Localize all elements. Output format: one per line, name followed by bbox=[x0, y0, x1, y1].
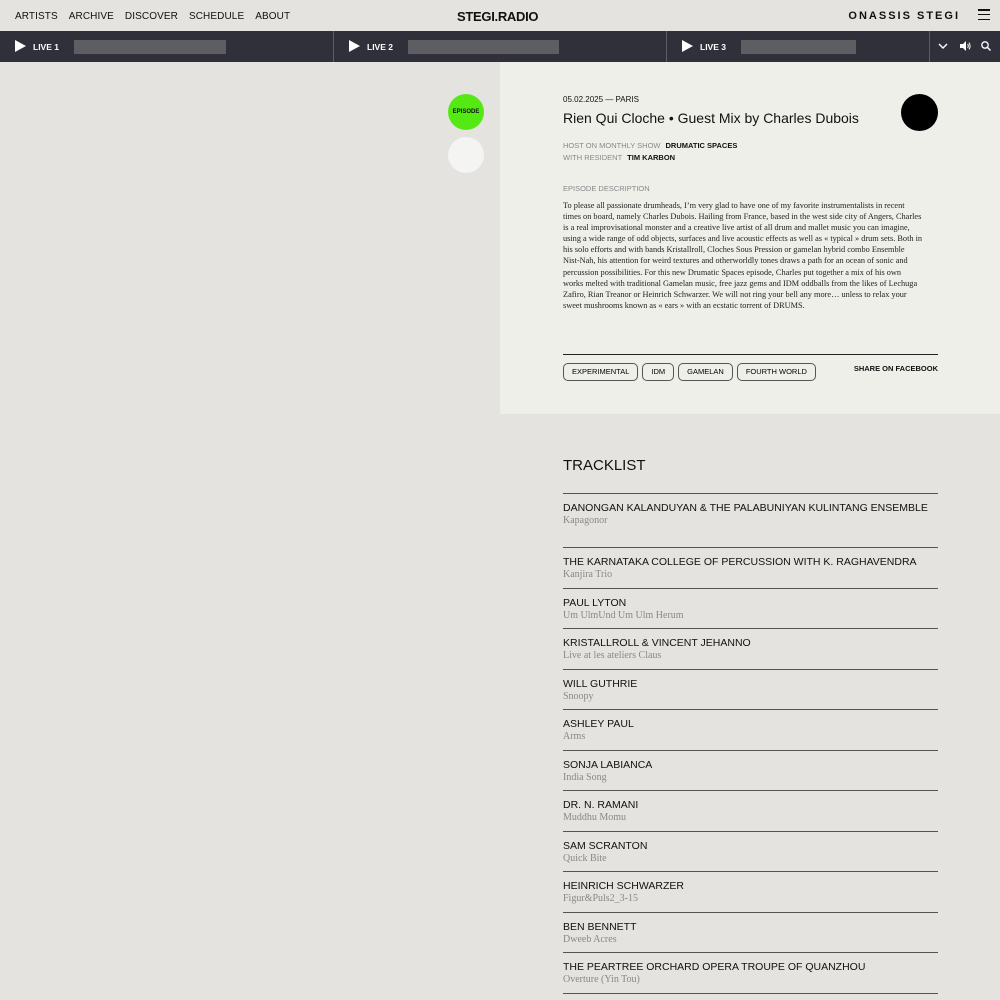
nav-about[interactable]: ABOUT bbox=[255, 11, 291, 22]
tag-gamelan[interactable]: GAMELAN bbox=[678, 363, 733, 381]
nav-archive[interactable]: ARCHIVE bbox=[68, 11, 114, 22]
track-title: Um UlmUnd Um Ulm Herum bbox=[563, 609, 684, 621]
track-artist: WILL GUTHRIE bbox=[563, 677, 638, 690]
live-1-label: LIVE 1 bbox=[33, 42, 59, 52]
live-3-track-bar bbox=[741, 40, 856, 54]
track-title: Dweeb Acres bbox=[563, 933, 617, 945]
share-facebook-link[interactable]: SHARE ON FACEBOOK bbox=[853, 364, 938, 373]
play-icon[interactable] bbox=[349, 40, 360, 52]
tracklist-bottom-rule bbox=[563, 993, 938, 994]
site-logo[interactable]: STEGI.RADIO bbox=[457, 9, 539, 24]
host-label: HOST ON MONTHLY SHOW bbox=[563, 141, 661, 150]
track-title: Kapagonor bbox=[563, 515, 608, 526]
chevron-down-icon[interactable] bbox=[936, 39, 950, 53]
resident-link[interactable]: TIM KARBON bbox=[627, 153, 676, 162]
track-row bbox=[563, 750, 938, 791]
track-title: Overture (Yin Tou) bbox=[563, 974, 640, 985]
nav-schedule[interactable]: SCHEDULE bbox=[188, 11, 245, 22]
tag-experimental[interactable]: EXPERIMENTAL bbox=[563, 363, 638, 381]
track-row bbox=[563, 669, 938, 710]
live-2-track-bar bbox=[408, 40, 559, 54]
track-title: India Song bbox=[563, 771, 607, 783]
episode-title: Rien Qui Cloche • Guest Mix by Charles Dubois bbox=[563, 110, 859, 126]
resident-row bbox=[563, 153, 675, 162]
track-title: Live at les ateliers Claus bbox=[563, 650, 662, 661]
track-row bbox=[563, 493, 938, 547]
host-row bbox=[563, 141, 737, 150]
track-title: Quick Bite bbox=[563, 852, 607, 864]
track-artist: ASHLEY PAUL bbox=[563, 718, 634, 730]
episode-badge[interactable]: EPISODE bbox=[448, 94, 484, 130]
tag-fourth-world[interactable]: FOURTH WORLD bbox=[737, 363, 816, 381]
host-show-link[interactable]: DRUMATIC SPACES bbox=[665, 141, 738, 150]
track-row bbox=[563, 952, 938, 993]
track-artist: DANONGAN KALANDUYAN & THE PALABUNIYAN KULINTANG ENSEMBLE bbox=[563, 502, 928, 514]
track-row bbox=[563, 588, 938, 629]
track-artist: PAUL LYTON bbox=[563, 596, 627, 609]
nav-artists[interactable]: ARTISTS bbox=[15, 11, 58, 22]
live-player-bar bbox=[0, 31, 1000, 62]
main-nav bbox=[15, 11, 290, 22]
track-row bbox=[563, 547, 938, 588]
track-row bbox=[563, 709, 938, 750]
track-row bbox=[563, 831, 938, 872]
player-tools bbox=[930, 31, 1000, 62]
track-artist: KRISTALLROLL & VINCENT JEHANNO bbox=[563, 637, 751, 649]
track-artist: THE KARNATAKA COLLEGE OF PERCUSSION WITH K. RAGHAVENDRA bbox=[563, 556, 917, 568]
live-3-label: LIVE 3 bbox=[700, 42, 726, 52]
track-artist: HEINRICH SCHWARZER bbox=[563, 880, 684, 892]
episode-play-button[interactable] bbox=[901, 94, 938, 131]
track-row bbox=[563, 790, 938, 831]
live-channel-2 bbox=[334, 31, 667, 62]
track-artist: DR. N. RAMANI bbox=[563, 799, 639, 811]
live-1-track-bar bbox=[74, 40, 226, 54]
track-title: Kanjira Trio bbox=[563, 569, 613, 580]
track-row bbox=[563, 912, 938, 953]
description-heading: EPISODE DESCRIPTION bbox=[563, 184, 650, 193]
episode-date: 05.02.2025 — PARIS bbox=[563, 95, 639, 104]
play-icon[interactable] bbox=[682, 40, 693, 52]
track-row bbox=[563, 871, 938, 912]
tracklist bbox=[563, 493, 938, 994]
track-row bbox=[563, 628, 938, 669]
track-artist: SONJA LABIANCA bbox=[563, 758, 653, 771]
live-2-label: LIVE 2 bbox=[367, 42, 393, 52]
volume-icon[interactable] bbox=[958, 39, 972, 53]
tag-list bbox=[563, 363, 816, 381]
top-nav bbox=[0, 0, 1000, 31]
nav-discover[interactable]: DISCOVER bbox=[124, 11, 178, 22]
track-title: Arms bbox=[563, 731, 586, 742]
track-title: Figur&Puls2_3-15 bbox=[563, 893, 639, 904]
track-title: Snoopy bbox=[563, 690, 594, 702]
menu-icon[interactable] bbox=[978, 9, 990, 20]
track-artist: BEN BENNETT bbox=[563, 920, 637, 933]
tags-divider bbox=[563, 354, 938, 355]
play-icon[interactable] bbox=[15, 40, 26, 52]
track-title: Muddhu Momu bbox=[563, 812, 627, 823]
tracklist-title: TRACKLIST bbox=[563, 457, 646, 474]
search-icon[interactable] bbox=[979, 39, 993, 53]
live-channel-3 bbox=[667, 31, 930, 62]
secondary-circle-button[interactable] bbox=[448, 137, 484, 173]
resident-label: WITH RESIDENT bbox=[563, 153, 623, 162]
episode-description: To please all passionate drumheads, I’m very glad to have one of my favorite instrumentalists in recent times on board, namely Charles Dubois. Hailing from France, based in the west side city of Angers, Charles is a real improvisational monster and a creative live artist of all drum and mallet music you can imagine, using a wide range of odd objects, surfaces and live acoustic effects as well as « typical » drum sets. Both in his solo efforts and with bands Kristallroll, Cloches Sous Pression or gamelan hybrid combo Ensemble Nist-Nah, his attention for weird textures and otherworldly tones draws a path for an ocean of sonic and percussion possibilities. For this new Drumatic Spaces episode, Charles put together a mix of his own works melted with traditional Gamelan music, free jazz gems and IDM oddballs from the likes of Lechuga Zafiro, Rian Treanor or Heinrich Schwarzer. We will not ring your bell any more… unless to relax your sweet mushrooms known as « ears » with an ecstatic torrent of DRUMS. bbox=[563, 201, 923, 310]
tag-idm[interactable]: IDM bbox=[642, 363, 674, 381]
track-artist: THE PEARTREE ORCHARD OPERA TROUPE OF QUANZHOU bbox=[563, 961, 866, 973]
track-artist: SAM SCRANTON bbox=[563, 839, 648, 852]
live-channel-1 bbox=[0, 31, 334, 62]
brand-link[interactable]: ONASSIS STEGI bbox=[848, 10, 960, 22]
